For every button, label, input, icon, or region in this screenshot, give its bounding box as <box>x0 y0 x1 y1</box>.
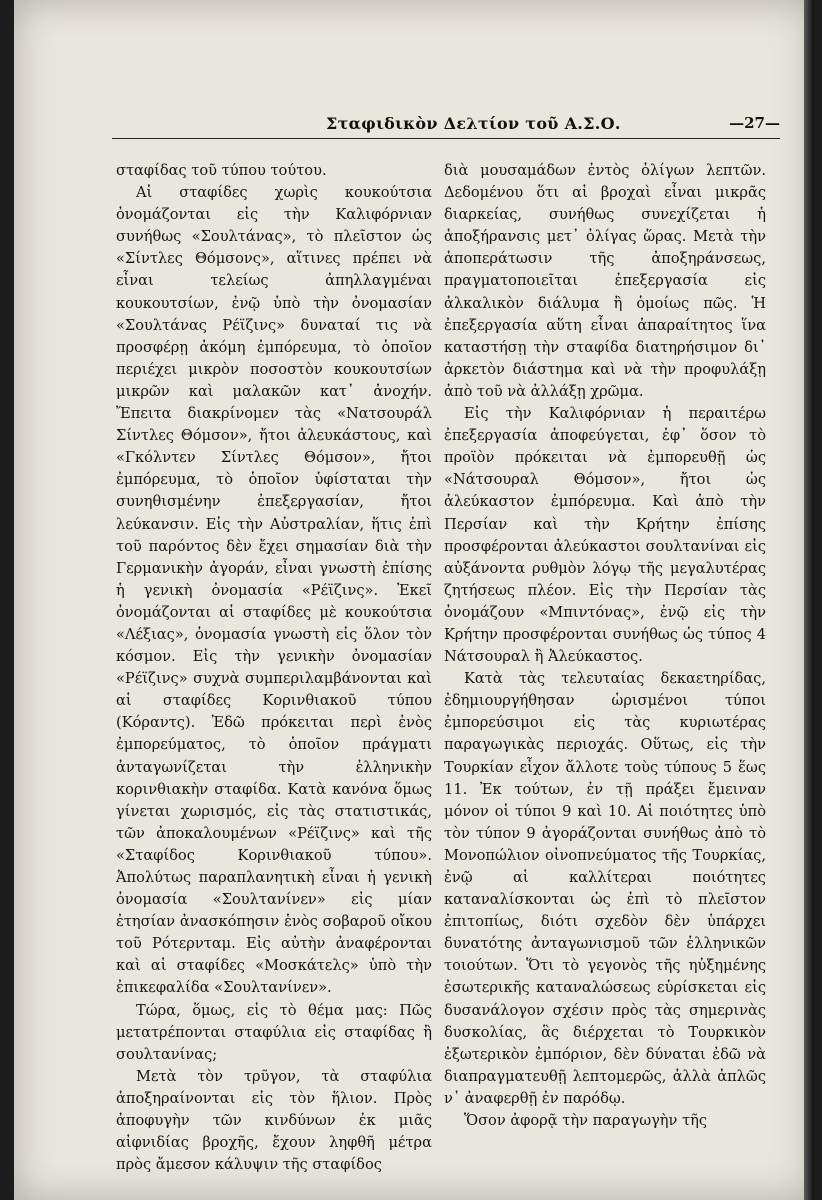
right-column <box>444 160 766 1132</box>
paragraph: Μετὰ τὸν τρῦγον, τὰ σταφύλια ἀποξηραίνονται εἰς τὸν ἥλιον. Πρὸς ἀποφυγὴν τῶν κινδύνων ἐκ μιᾶς αἰφνιδίας βροχῆς, ἔχουν ληφθῆ μέτρα πρὸς ἄμεσον κάλυψιν τῆς σταφίδος <box>116 1067 432 1174</box>
paragraph: Τώρα, ὅμως, εἰς τὸ θέμα μας: Πῶς μετατρέπονται σταφύλια εἰς σταφίδας ἢ σουλτανίνας; <box>116 1001 432 1063</box>
header-title: Σταφιδικὸν Δελτίον τοῦ Α.Σ.Ο. <box>326 114 621 133</box>
paragraph: διὰ μουσαμάδων ἐντὸς ὀλίγων λεπτῶν. Δεδομένου ὅτι αἱ βροχαὶ εἶναι μικρᾶς διαρκείας, συνήθως συνεχίζεται ἡ ἀποξήρανσις μετ᾽ ὀλίγας ὥρας. Μετὰ τὴν ἀποπεράτωσιν τῆς ἀποξηράνσεως, πραγματοποιεῖται ἐπεξεργασία εἰς ἀλκαλικὸν διάλυμα ἢ ὁμοίως πῶς. Ἡ ἐπεξεργασία αὕτη εἶναι ἀπαραίτητος ἵνα καταστήσῃ τὴν σταφίδα διατηρήσιμον δι᾽ ἀρκετὸν διάστημα καὶ νὰ τὴν προφυλάξῃ ἀπὸ τοῦ νὰ ἀλλάξῃ χρῶμα. <box>444 162 766 400</box>
page-edge-shadow <box>804 0 814 1200</box>
paragraph: Κατὰ τὰς τελευταίας δεκαετηρίδας, ἐδημιουργήθησαν ὡρισμένοι τύποι ἐμπορεύσιμοι εἰς τὰς κυριωτέρας παραγωγικὰς περιοχάς. Οὕτως, εἰς τὴν Τουρκίαν εἶχον ἄλλοτε τοὺς τύπους 5 ἕως 11. Ἐκ τούτων, ἐν τῇ πράξει ἔμειναν μόνον οἱ τύποι 9 καὶ 10. Αἱ ποιότητες ὑπὸ τὸν τύπον 9 ἀγοράζονται συνήθως ἀπὸ τὸ Μονοπώλιον οἰνοπνεύματος τῆς Τουρκίας, ἐνῷ αἱ καλλίτεραι ποιότητες καταναλίσκονται ὡς ἐπὶ τὸ πλεῖστον ἐπιτοπίως, διότι σχεδὸν δὲν ὑπάρχει δυνατότης ἀνταγωνισμοῦ τῶν ἑλληνικῶν τοιούτων. Ὅτι τὸ γεγονὸς τῆς ηὐξημένης ἐσωτερικῆς καταναλώσεως εὑρίσκεται εἰς δυσανάλογον σχέσιν πρὸς τὰς σημερινὰς δυσκολίας, ἃς διέρχεται τὸ Τουρκικὸν ἐξωτερικὸν ἐμπόριον, δὲν δύναται ἐδῶ νὰ διαπραγματευθῇ λεπτομερῶς, ἀλλὰ ἁπλῶς ν᾽ ἀναφερθῇ ἐν παρόδῳ. <box>444 670 766 1107</box>
paragraph: σταφίδας τοῦ τύπου τούτου. <box>116 162 327 179</box>
paragraph: Ὅσον ἀφορᾷ τὴν παραγωγὴν τῆς <box>464 1112 708 1130</box>
header-rule <box>112 138 780 139</box>
scanned-page <box>14 0 814 1200</box>
running-header <box>112 114 780 140</box>
paragraph: Αἱ σταφίδες χωρὶς κουκούτσια ὀνομάζονται εἰς τὴν Καλιφόρνιαν συνήθως «Σουλτάνας», τὸ πλεῖστον ὡς «Σίντλες Θόμσονς», αἵτινες πρέπει νὰ εἶναι τελείως ἀπηλλαγμέναι κουκουτσίων, ἐνῷ ὑπὸ τὴν ὀνομασίαν «Σουλτάνας Ρέϊζινς» δυναταί τις νὰ προσφέρῃ ἀκόμη ἐμπόρευμα, τὸ ὁποῖον περιέχει μικρὸν ποσοστὸν κουκουτσίων μικρῶν καὶ μαλακῶν κατ᾽ ἀνοχήν. Ἔπειτα διακρίνομεν τὰς «Νατσουράλ Σίντλες Θόμσον», ἤτοι ἀλευκάστους, καὶ «Γκόλντεν Σίντλες Θόμσον», ἤτοι ἐμπόρευμα, τὸ ὁποῖον ὑφίσταται τὴν συνηθισμένην ἐπεξεργασίαν, ἤτοι λεύκανσιν. Εἰς τὴν Αὐστραλίαν, ἥτις ἐπὶ τοῦ παρόντος δὲν ἔχει σημασίαν διὰ τὴν Γερμανικὴν ἀγοράν, εἶναι γνωστὴ ἐπίσης ἡ γενικὴ ὀνομασία «Ρέϊζινς». Ἐκεῖ ὀνομάζονται αἱ σταφίδες μὲ κουκούτσια «Λέξιας», ὀνομασία γνωστὴ εἰς ὅλον τὸν κόσμον. Εἰς τὴν γενικὴν ὀνομασίαν «Ρέϊζινς» συχνὰ συμπεριλαμβάνονται καὶ αἱ σταφίδες Κορινθιακοῦ τύπου (Κόραντς). Ἐδῶ πρόκειται περὶ ἑνὸς ἐμπορεύματος, τὸ ὁποῖον πράγματι ἀνταγωνίζεται τὴν ἑλληνικὴν κορινθιακὴν σταφίδα. Κατὰ κανόνα ὅμως γίνεται χωρισμός, εἰς τὰς στατιστικάς, τῶν ἀποκαλουμένων «Ρέϊζινς» καὶ τῆς «Σταφίδος Κορινθιακοῦ τύπου». Ἀπολύτως παραπλανητικὴ εἶναι ἡ γενικὴ ὀνομασία «Σουλτανίνεν» εἰς μίαν ἐτησίαν ἀνασκόπησιν ἑνὸς σοβαροῦ οἴκου τοῦ Ρότερνταμ. Εἰς αὐτὴν ἀναφέρονται καὶ αἱ σταφίδες «Μοσκάτελς» ὑπὸ τὴν ἐπικεφαλίδα «Σουλτανίνεν». <box>116 184 432 997</box>
left-column <box>116 160 432 1176</box>
page-number: —27— <box>729 114 780 132</box>
paragraph: Εἰς τὴν Καλιφόρνιαν ἡ περαιτέρω ἐπεξεργασία ἀποφεύγεται, ἐφ᾽ ὅσον τὸ προϊὸν πρόκειται νὰ ἐμπορευθῇ ὡς «Νάτσουραλ Θόμσον», ἤτοι ὡς ἀλεύκαστον ἐμπόρευμα. Καὶ ἀπὸ τὴν Περσίαν καὶ τὴν Κρήτην ἐπίσης προσφέρονται ἀλεύκαστοι σουλτανίναι εἰς αὐξάνοντα ρυθμὸν λόγῳ τῆς μεγαλυτέρας ζητήσεως πλέον. Εἰς τὴν Περσίαν τὰς ὀνομάζουν «Μπιντόνας», ἐνῷ εἰς τὴν Κρήτην προσφέρονται συνήθως ὡς τύπος 4 Νάτσουραλ ἢ Ἀλεύκαστος. <box>444 405 766 666</box>
